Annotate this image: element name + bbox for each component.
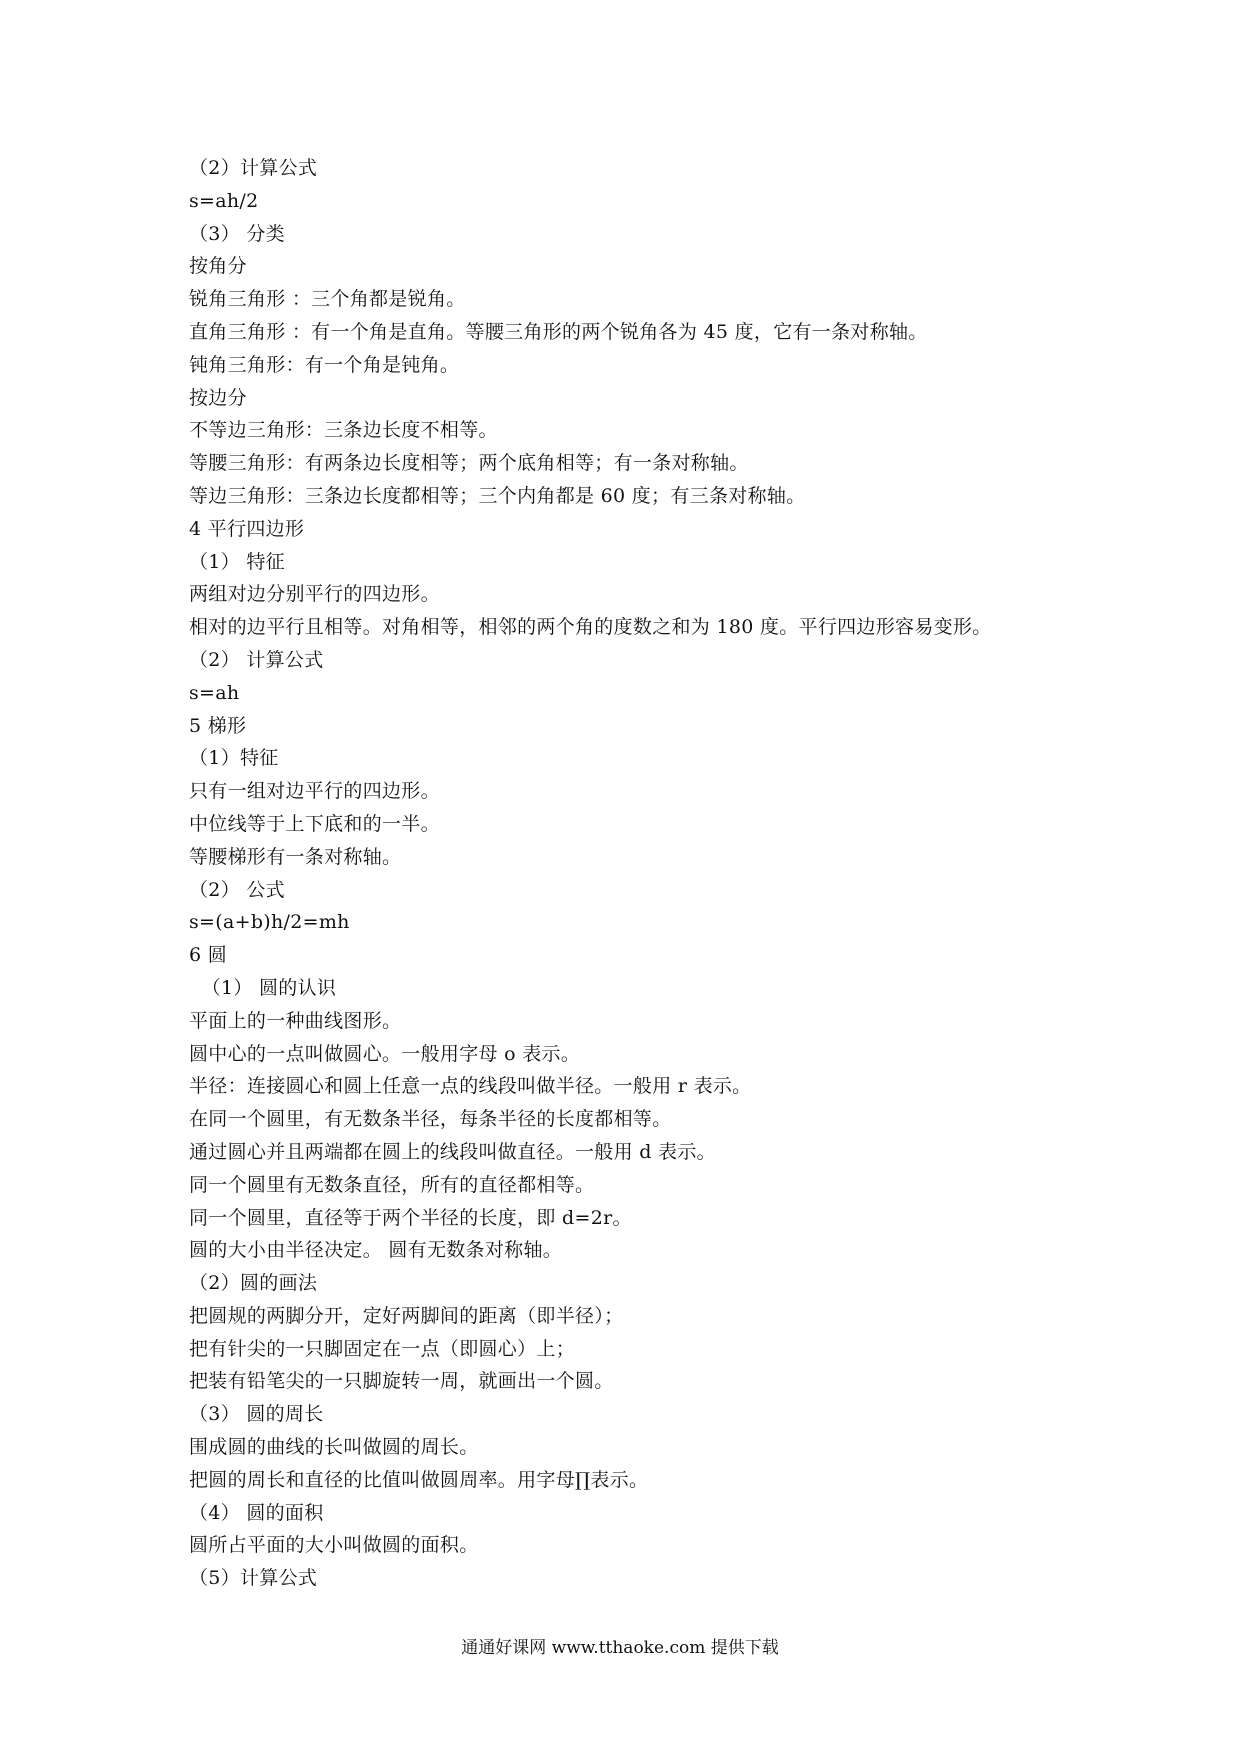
page-footer: 通通好课网 www.tthaoke.com 提供下载 <box>461 1638 779 1658</box>
text-line: 半径：连接圆心和圆上任意一点的线段叫做半径。一般用 r 表示。 <box>189 1075 752 1098</box>
text-line: 围成圆的曲线的长叫做圆的周长。 <box>189 1436 479 1459</box>
text-line: 直角三角形 ：有一个角是直角。等腰三角形的两个锐角各为 45 度，它有一条对称轴。 <box>189 320 928 343</box>
text-line: （2） 公式 <box>189 878 285 901</box>
text-line: 同一个圆里有无数条直径，所有的直径都相等。 <box>189 1173 595 1196</box>
text-line: 等边三角形：三条边长度都相等；三个内角都是 60 度；有三条对称轴。 <box>189 484 806 507</box>
text-line: （1） 圆的认识 <box>189 976 337 999</box>
text-line: 平面上的一种曲线图形。 <box>189 1009 402 1032</box>
section-heading: 6 圆 <box>189 944 228 967</box>
text-line: 按边分 <box>189 386 247 409</box>
text-line: 把有针尖的一只脚固定在一点（即圆心）上； <box>189 1337 576 1360</box>
text-line: （2） 计算公式 <box>189 648 324 671</box>
text-line: 把圆规的两脚分开，定好两脚间的距离（即半径）； <box>189 1304 624 1327</box>
formula-line: s=(a+b)h/2=mh <box>189 911 350 934</box>
text-line: 通过圆心并且两端都在圆上的线段叫做直径。一般用 d 表示。 <box>189 1140 716 1163</box>
text-line: （1）特征 <box>189 747 279 770</box>
text-line: s=ah/2 <box>189 189 259 212</box>
text-line: 同一个圆里，直径等于两个半径的长度，即 d=2r。 <box>189 1206 632 1229</box>
text-line: （2）计算公式 <box>189 157 318 179</box>
text-line: 把圆的周长和直径的比值叫做圆周率。用字母∏表示。 <box>189 1468 649 1491</box>
text-line: 不等边三角形：三条边长度不相等。 <box>189 419 498 442</box>
section-heading: 5 梯形 <box>189 714 247 737</box>
text-line: （4） 圆的面积 <box>189 1501 324 1524</box>
text-line: 圆中心的一点叫做圆心。一般用字母 o 表示。 <box>189 1042 581 1065</box>
text-line: （1） 特征 <box>189 550 285 573</box>
text-line: 中位线等于上下底和的一半。 <box>189 812 440 835</box>
section-heading: 4 平行四边形 <box>189 517 305 540</box>
text-line: 钝角三角形：有一个角是钝角。 <box>189 353 460 376</box>
text-line: 等腰梯形有一条对称轴。 <box>189 845 402 868</box>
formula-line: s=ah <box>189 681 240 704</box>
text-line: （2）圆的画法 <box>189 1272 318 1295</box>
text-line: 圆所占平面的大小叫做圆的面积。 <box>189 1534 479 1557</box>
text-line: 圆的大小由半径决定。 圆有无数条对称轴。 <box>189 1239 563 1262</box>
text-line: 锐角三角形 ：三个角都是锐角。 <box>189 288 466 311</box>
text-line: 相对的边平行且相等。对角相等，相邻的两个角的度数之和为 180 度。平行四边形容易变形。 <box>189 616 992 639</box>
text-line: 在同一个圆里，有无数条半径，每条半径的长度都相等。 <box>189 1108 672 1131</box>
text-line: 只有一组对边平行的四边形。 <box>189 780 440 803</box>
text-line: （3） 分类 <box>189 222 285 245</box>
text-line: 两组对边分别平行的四边形。 <box>189 583 440 606</box>
text-line: 按角分 <box>189 255 247 278</box>
text-line: 等腰三角形：有两条边长度相等；两个底角相等；有一条对称轴。 <box>189 452 749 475</box>
text-line: （5）计算公式 <box>189 1567 318 1590</box>
text-line: 把装有铅笔尖的一只脚旋转一周，就画出一个圆。 <box>189 1370 614 1393</box>
text-line: （3） 圆的周长 <box>189 1403 324 1426</box>
document-body <box>189 152 1189 1595</box>
